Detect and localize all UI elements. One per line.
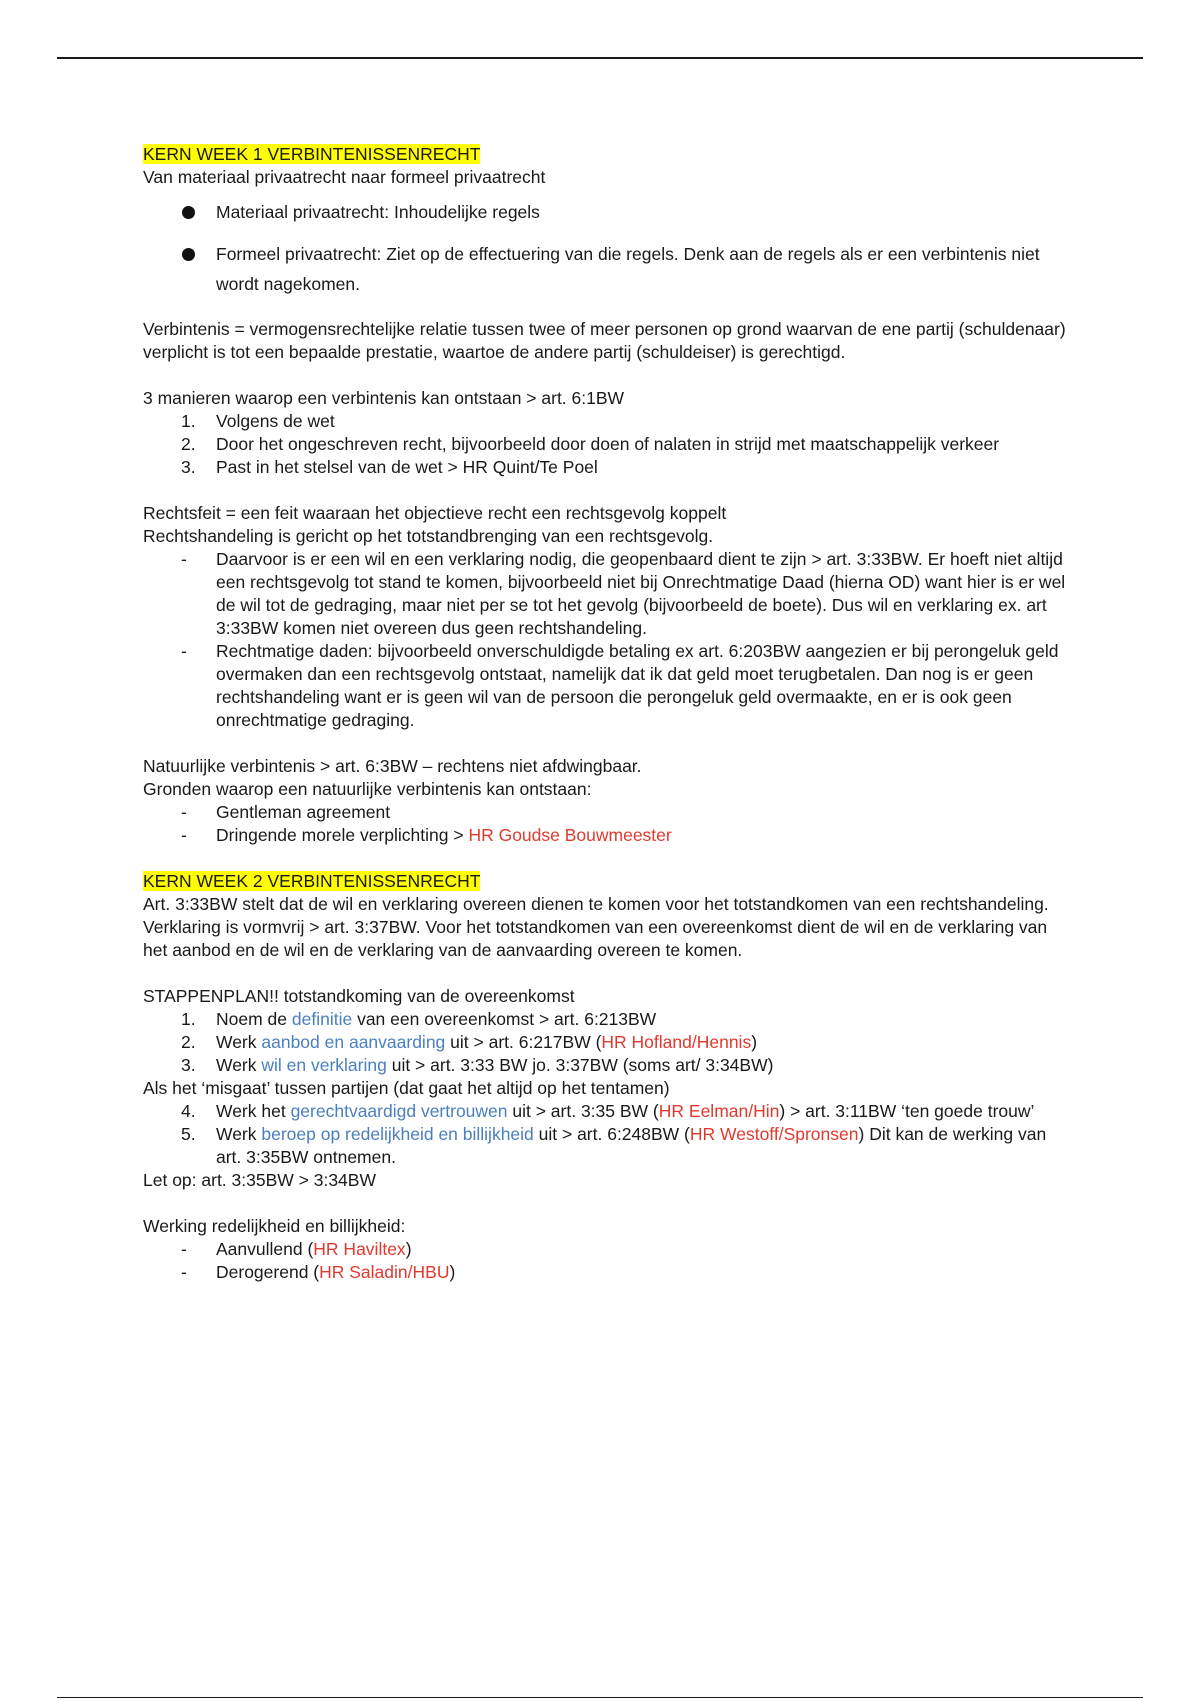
list-item: 2. Werk aanbod en aanvaarding uit > art. 6:217BW (HR Hofland/Hennis) — [181, 1032, 758, 1052]
document-body — [143, 143, 1073, 1284]
manieren-title: 3 manieren waarop een verbintenis kan ontstaan > art. 6:1BW — [143, 388, 625, 408]
list-item: Materiaal privaatrecht: Inhoudelijke regels — [143, 197, 1073, 227]
case-reference: HR Saladin/HBU — [319, 1262, 450, 1282]
case-reference: HR Haviltex — [313, 1239, 406, 1259]
rechtsfeit-definition: Rechtsfeit = een feit waaraan het objectieve recht een rechtsgevolg koppelt — [143, 503, 727, 523]
list-item: - Gentleman agreement — [181, 802, 391, 822]
rechtshandeling-definition: Rechtshandeling is gericht op het totstandbrenging van een rechtsgevolg. — [143, 526, 714, 546]
list-item: - Dringende morele verplichting > HR Goudse Bouwmeester — [181, 825, 672, 845]
misgaat-note: Als het ‘misgaat’ tussen partijen (dat gaat het altijd op het tentamen) — [143, 1078, 670, 1098]
week1-heading: KERN WEEK 1 VERBINTENISSENRECHT — [143, 144, 481, 164]
manieren-list — [143, 410, 1073, 479]
gronden-title: Gronden waarop een natuurlijke verbintenis kan ontstaan: — [143, 779, 592, 799]
week2-intro: Art. 3:33BW stelt dat de wil en verklaring overeen dienen te komen voor het totstandkomen van een rechtshandeling. Verklaring is vormvrij > art. 3:37BW. Voor het totstandkomen van een overeenkomst dient de wil en de verklaring van het aanbod en de wil en de verklaring van de aanvaarding overeen te komen. — [143, 894, 1049, 960]
rechtshandeling-list — [143, 548, 1073, 732]
list-item: - Aanvullend (HR Haviltex) — [181, 1239, 412, 1259]
list-item: - Derogerend (HR Saladin/HBU) — [181, 1262, 456, 1282]
case-reference: HR Eelman/Hin — [658, 1101, 780, 1121]
top-rule — [57, 57, 1143, 59]
list-item: 1. Volgens de wet — [181, 411, 335, 431]
list-item: - Daarvoor is er een wil en een verklaring nodig, die geopenbaard dient te zijn > art. 3:33BW. Er hoeft niet altijd een rechtsgevolg tot stand te komen, bijvoorbeeld niet bij Onrechtmatige Daad (hierna OD) want hier is er wel de wil tot de gedraging, maar niet per se tot het gevolg (bijvoorbeeld de boete). Dus wil en verklaring ex. art 3:33BW komen niet overeen dus geen rechtshandeling. — [181, 549, 1066, 638]
werking-title: Werking redelijkheid en billijkheid: — [143, 1216, 406, 1236]
list-item: 2. Door het ongeschreven recht, bijvoorbeeld door doen of nalaten in strijd met maatschappelijk verkeer — [181, 434, 1000, 454]
list-item: 3. Past in het stelsel van de wet > HR Quint/Te Poel — [181, 457, 598, 477]
week1-intro: Van materiaal privaatrecht naar formeel privaatrecht — [143, 167, 546, 187]
case-reference: HR Hofland/Hennis — [601, 1032, 752, 1052]
list-item: 5. Werk beroep op redelijkheid en billijkheid uit > art. 6:248BW (HR Westoff/Spronsen) Dit kan de werking van art. 3:35BW ontnemen. — [181, 1124, 1047, 1167]
key-term: aanbod en aanvaarding — [261, 1032, 446, 1052]
bottom-rule — [57, 1697, 1143, 1698]
case-reference: HR Westoff/Spronsen — [689, 1124, 859, 1144]
week1-bullet-list — [143, 197, 1073, 299]
bullet-icon — [182, 248, 195, 261]
bullet-icon — [182, 206, 195, 219]
key-term: definitie — [291, 1009, 353, 1029]
werking-list — [143, 1238, 1073, 1284]
list-item: 1. Noem de definitie van een overeenkomst > art. 6:213BW — [181, 1009, 657, 1029]
let-op-note: Let op: art. 3:35BW > 3:34BW — [143, 1170, 376, 1190]
week2-heading: KERN WEEK 2 VERBINTENISSENRECHT — [143, 871, 481, 891]
stappenplan-title: STAPPENPLAN!! totstandkoming van de overeenkomst — [143, 986, 575, 1006]
stappenplan-list — [143, 1008, 1073, 1077]
list-item: 4. Werk het gerechtvaardigd vertrouwen uit > art. 3:35 BW (HR Eelman/Hin) > art. 3:11BW ‘ten goede trouw’ — [181, 1101, 1035, 1121]
list-item: - Rechtmatige daden: bijvoorbeeld onverschuldigde betaling ex art. 6:203BW aangezien er bij perongeluk geld overmaken dan een rechtsgevolg ontstaat, namelijk dat ik dat geld moet terugbetalen. Dan nog is er geen rechtshandeling want er is geen wil van de persoon die perongeluk geld overmaakte, en er is ook geen onrechtmatige gedraging. — [181, 641, 1059, 730]
verbintenis-definition: Verbintenis = vermogensrechtelijke relatie tussen twee of meer personen op grond waarvan de ene partij (schuldenaar) verplicht is tot een bepaalde prestatie, waartoe de andere partij (schuldeiser) is gerechtigd. — [143, 319, 1066, 362]
list-item: Formeel privaatrecht: Ziet op de effectuering van die regels. Denk aan de regels als er een verbintenis niet wordt nagekomen. — [143, 239, 1073, 299]
list-item: 3. Werk wil en verklaring uit > art. 3:33 BW jo. 3:37BW (soms art/ 3:34BW) — [181, 1055, 774, 1075]
natuurlijke-verbintenis: Natuurlijke verbintenis > art. 6:3BW – rechtens niet afdwingbaar. — [143, 756, 642, 776]
gronden-list — [143, 801, 1073, 847]
stappenplan-list-continued — [143, 1100, 1073, 1169]
case-reference: HR Goudse Bouwmeester — [468, 825, 672, 845]
key-term: gerechtvaardigd vertrouwen — [290, 1101, 508, 1121]
key-term: beroep op redelijkheid en billijkheid — [261, 1124, 534, 1144]
key-term: wil en verklaring — [261, 1055, 387, 1075]
